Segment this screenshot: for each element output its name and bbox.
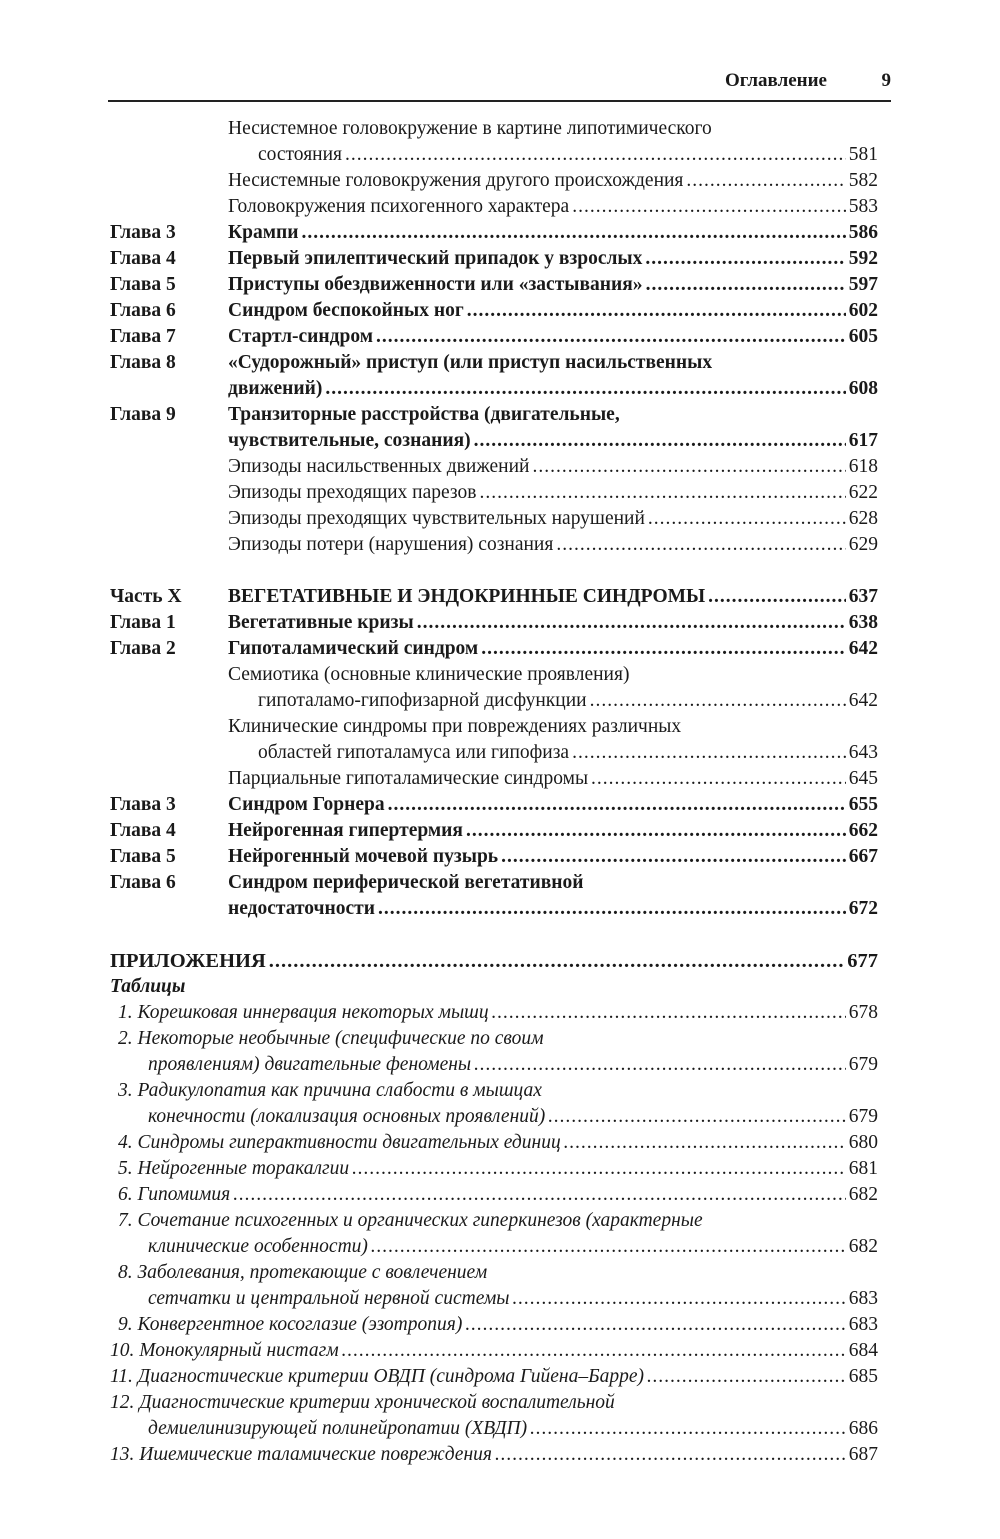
toc-entry[interactable]: [0, 168, 1000, 194]
table-title: сетчатки и центральной нервной системы: [148, 1288, 510, 1309]
leader-dots: [590, 688, 846, 714]
toc-entry-page: 629: [848, 534, 878, 555]
table-entry[interactable]: [0, 1338, 1000, 1364]
chapter-page: 667: [848, 846, 878, 867]
toc-entry-page: 643: [848, 742, 878, 763]
leader-dots: [686, 168, 845, 194]
leader-dots: [492, 1000, 846, 1026]
chapter-title: Транзиторные расстройства (двигательные,: [228, 404, 620, 425]
table-title: 12. Диагностические критерии хронической воспалительной: [110, 1392, 615, 1413]
toc-entry[interactable]: [0, 766, 1000, 792]
table-title: 5. Нейрогенные торакалгии: [118, 1158, 350, 1179]
leader-dots: [648, 506, 846, 532]
leader-dots: [269, 948, 844, 974]
table-title: 3. Радикулопатия как причина слабости в мышцах: [118, 1080, 542, 1101]
chapter-label: Глава 6: [110, 872, 176, 893]
toc-chapter[interactable]: [0, 844, 1000, 870]
toc-entry-title: Клинические синдромы при повреждениях различных: [228, 716, 682, 737]
table-title: 7. Сочетание психогенных и органических гиперкинезов (характерные: [118, 1210, 703, 1231]
part-title: ВЕГЕТАТИВНЫЕ И ЭНДОКРИННЫЕ СИНДРОМЫ: [228, 586, 706, 607]
toc-part[interactable]: [0, 584, 1000, 610]
leader-dots: [345, 142, 846, 168]
table-page: 685: [848, 1366, 878, 1387]
table-page: 681: [848, 1158, 878, 1179]
leader-dots: [342, 1338, 846, 1364]
toc-entry-title: Парциальные гипоталамические синдромы: [228, 768, 589, 789]
leader-dots: [513, 1286, 846, 1312]
table-entry[interactable]: [0, 1130, 1000, 1156]
toc-entry[interactable]: [0, 662, 1000, 688]
toc-chapter[interactable]: [0, 220, 1000, 246]
toc-entry-cont[interactable]: [0, 740, 1000, 766]
leader-dots: [530, 1416, 846, 1442]
leader-dots: [371, 1234, 846, 1260]
table-entry[interactable]: [0, 1156, 1000, 1182]
part-label: Часть X: [110, 586, 182, 607]
leader-dots: [302, 220, 846, 246]
leader-dots: [572, 740, 846, 766]
leader-dots: [376, 324, 846, 350]
leader-dots: [495, 1442, 846, 1468]
toc-entry-title: Эпизоды преходящих чувствительных нарушений: [228, 508, 645, 529]
toc-appendix[interactable]: [0, 948, 1000, 974]
toc-entry[interactable]: [0, 506, 1000, 532]
chapter-label: Глава 1: [110, 612, 176, 633]
chapter-title: Синдром Горнера: [228, 794, 385, 815]
leader-dots: [325, 376, 845, 402]
leader-dots: [465, 1312, 845, 1338]
chapter-title: Вегетативные кризы: [228, 612, 414, 633]
toc-chapter[interactable]: [0, 818, 1000, 844]
chapter-label: Глава 5: [110, 846, 176, 867]
table-page: 683: [848, 1314, 878, 1335]
table-entry[interactable]: [0, 1208, 1000, 1234]
table-entry-cont[interactable]: [0, 1416, 1000, 1442]
table-entry[interactable]: [0, 1364, 1000, 1390]
chapter-title: Крампи: [228, 222, 299, 243]
toc-entry-title: Несистемные головокружения другого происхождения: [228, 170, 684, 191]
chapter-label: Глава 5: [110, 274, 176, 295]
chapter-title: Нейрогенный мочевой пузырь: [228, 846, 499, 867]
leader-dots: [646, 272, 846, 298]
leader-dots: [481, 636, 846, 662]
chapter-title: недостаточности: [228, 898, 375, 919]
table-title: 6. Гипомимия: [118, 1184, 231, 1205]
table-page: 682: [848, 1184, 878, 1205]
toc-entry-title: областей гипоталамуса или гипофиза: [258, 742, 570, 763]
toc-entry[interactable]: [0, 714, 1000, 740]
toc-chapter[interactable]: [0, 610, 1000, 636]
toc-entry-page: 628: [848, 508, 878, 529]
chapter-title: Гипоталамический синдром: [228, 638, 479, 659]
table-page: 679: [848, 1106, 878, 1127]
toc-chapter-cont[interactable]: [0, 896, 1000, 922]
table-title: 13. Ишемические таламические повреждения: [110, 1444, 492, 1465]
toc-chapter[interactable]: [0, 792, 1000, 818]
leader-dots: [352, 1156, 846, 1182]
toc-entry-title: Эпизоды преходящих парезов: [228, 482, 477, 503]
toc-entry[interactable]: [0, 480, 1000, 506]
table-title: 8. Заболевания, протекающие с вовлечением: [118, 1262, 488, 1283]
chapter-label: Глава 6: [110, 300, 176, 321]
table-entry[interactable]: [0, 1260, 1000, 1286]
running-header: [108, 68, 891, 102]
toc-entry-page: 622: [848, 482, 878, 503]
toc-entry-page: 582: [848, 170, 878, 191]
table-entry-cont[interactable]: [0, 1234, 1000, 1260]
chapter-label: Глава 8: [110, 352, 176, 373]
leader-dots: [474, 1052, 846, 1078]
chapter-label: Глава 4: [110, 248, 176, 269]
chapter-title: Стартл-синдром: [228, 326, 374, 347]
table-title: 9. Конвергентное косоглазие (эзотропия): [118, 1314, 463, 1335]
chapter-page: 592: [848, 248, 878, 269]
tables-heading: [0, 974, 1000, 1000]
toc-chapter-cont[interactable]: [0, 428, 1000, 454]
toc-entry-page: 645: [848, 768, 878, 789]
chapter-page: 655: [848, 794, 878, 815]
toc-entry-cont[interactable]: [0, 688, 1000, 714]
table-entry-cont[interactable]: [0, 1052, 1000, 1078]
toc-entry-page: 618: [848, 456, 878, 477]
part-page: 637: [848, 586, 878, 607]
table-page: 687: [848, 1444, 878, 1465]
table-entry[interactable]: [0, 1078, 1000, 1104]
toc-chapter[interactable]: [0, 324, 1000, 350]
chapter-title: Синдром беспокойных ног: [228, 300, 464, 321]
chapter-page: 662: [848, 820, 878, 841]
table-title: 10. Монокулярный нистагм: [110, 1340, 339, 1361]
leader-dots: [533, 454, 846, 480]
leader-dots: [647, 1364, 846, 1390]
toc-chapter[interactable]: [0, 350, 1000, 376]
table-entry-cont[interactable]: [0, 1286, 1000, 1312]
table-title: проявлениям) двигательные феномены: [148, 1054, 472, 1075]
chapter-page: 672: [848, 898, 878, 919]
running-header-title: Оглавление: [724, 70, 827, 91]
chapter-title: Синдром периферической вегетативной: [228, 872, 584, 893]
table-of-contents: [0, 116, 1000, 1468]
table-entry[interactable]: [0, 1182, 1000, 1208]
chapter-label: Глава 3: [110, 222, 176, 243]
table-title: демиелинизирующей полинейропатии (ХВДП): [148, 1418, 528, 1439]
leader-dots: [556, 532, 845, 558]
toc-entry-page: 642: [848, 690, 878, 711]
table-page: 679: [848, 1054, 878, 1075]
chapter-label: Глава 4: [110, 820, 176, 841]
toc-chapter[interactable]: [0, 272, 1000, 298]
toc-entry-title: Эпизоды насильственных движений: [228, 456, 530, 477]
table-title: конечности (локализация основных проявлений): [148, 1106, 546, 1127]
chapter-page: 642: [848, 638, 878, 659]
leader-dots: [388, 792, 846, 818]
leader-dots: [417, 610, 846, 636]
toc-entry[interactable]: [0, 194, 1000, 220]
appendix-title: ПРИЛОЖЕНИЯ: [110, 950, 266, 972]
chapter-page: 586: [848, 222, 878, 243]
leader-dots: [233, 1182, 846, 1208]
spacer: [0, 922, 1000, 948]
table-page: 684: [848, 1340, 878, 1361]
table-title: 4. Синдромы гиперактивности двигательных единиц: [118, 1132, 561, 1153]
chapter-page: 608: [848, 378, 878, 399]
toc-entry-title: Семиотика (основные клинические проявления): [228, 664, 630, 685]
leader-dots: [564, 1130, 846, 1156]
chapter-label: Глава 7: [110, 326, 176, 347]
toc-entry[interactable]: [0, 532, 1000, 558]
leader-dots: [466, 818, 846, 844]
toc-chapter-cont[interactable]: [0, 376, 1000, 402]
chapter-title: «Судорожный» приступ (или приступ насильственных: [228, 352, 713, 373]
table-page: 683: [848, 1288, 878, 1309]
leader-dots: [378, 896, 846, 922]
table-entry-cont[interactable]: [0, 1104, 1000, 1130]
leader-dots: [474, 428, 846, 454]
table-entry[interactable]: [0, 1390, 1000, 1416]
chapter-label: Глава 2: [110, 638, 176, 659]
chapter-title: движений): [228, 378, 323, 399]
leader-dots: [645, 246, 845, 272]
chapter-label: Глава 3: [110, 794, 176, 815]
leader-dots: [467, 298, 846, 324]
chapter-title: Нейрогенная гипертермия: [228, 820, 463, 841]
table-page: 678: [848, 1002, 878, 1023]
table-entry[interactable]: [0, 1312, 1000, 1338]
chapter-title: Первый эпилептический припадок у взрослых: [228, 248, 643, 269]
table-entry[interactable]: [0, 1442, 1000, 1468]
toc-chapter[interactable]: [0, 636, 1000, 662]
toc-entry[interactable]: [0, 142, 1000, 168]
leader-dots: [708, 584, 846, 610]
table-title: 2. Некоторые необычные (специфические по своим: [118, 1028, 544, 1049]
chapter-label: Глава 9: [110, 404, 176, 425]
table-page: 680: [848, 1132, 878, 1153]
appendix-page: 677: [847, 950, 878, 972]
chapter-page: 602: [848, 300, 878, 321]
toc-entry-title: Несистемное головокружение в картине липотимического: [228, 118, 712, 139]
table-page: 682: [848, 1236, 878, 1257]
table-title: 11. Диагностические критерии ОВДП (синдрома Гийена–Барре): [110, 1366, 645, 1387]
chapter-page: 617: [848, 430, 878, 451]
page-number: 9: [881, 70, 891, 91]
leader-dots: [479, 480, 845, 506]
toc-entry[interactable]: [0, 454, 1000, 480]
leader-dots: [572, 194, 846, 220]
tables-label: Таблицы: [110, 976, 186, 997]
toc-entry-title: Головокружения психогенного характера: [228, 196, 570, 217]
chapter-page: 638: [848, 612, 878, 633]
toc-chapter[interactable]: [0, 870, 1000, 896]
toc-entry[interactable]: [0, 116, 1000, 142]
toc-entry-page: 581: [848, 144, 878, 165]
toc-entry-title: состояния: [258, 144, 342, 165]
chapter-page: 605: [848, 326, 878, 347]
chapter-title: Приступы обездвиженности или «застывания»: [228, 274, 643, 295]
toc-entry-title: гипоталамо-гипофизарной дисфункции: [258, 690, 587, 711]
table-title: клинические особенности): [148, 1236, 368, 1257]
table-entry[interactable]: [0, 1026, 1000, 1052]
leader-dots: [548, 1104, 846, 1130]
toc-chapter[interactable]: [0, 246, 1000, 272]
leader-dots: [591, 766, 846, 792]
table-entry[interactable]: [0, 1000, 1000, 1026]
chapter-title: чувствительные, сознания): [228, 430, 471, 451]
toc-chapter[interactable]: [0, 298, 1000, 324]
toc-chapter[interactable]: [0, 402, 1000, 428]
toc-entry-page: 583: [848, 196, 878, 217]
table-title: 1. Корешковая иннервация некоторых мышц: [118, 1002, 489, 1023]
leader-dots: [501, 844, 846, 870]
chapter-page: 597: [848, 274, 878, 295]
table-page: 686: [848, 1418, 878, 1439]
spacer: [0, 558, 1000, 584]
toc-entry-title: Эпизоды потери (нарушения) сознания: [228, 534, 554, 555]
